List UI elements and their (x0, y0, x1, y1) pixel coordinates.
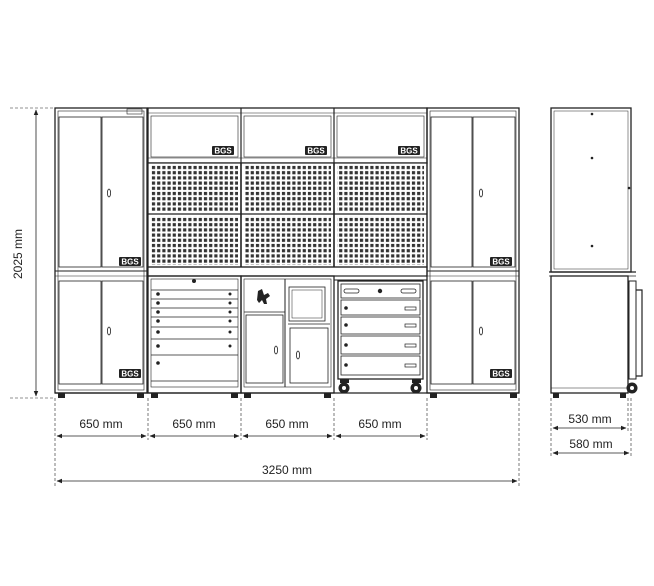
height-label: 2025 mm (11, 228, 25, 280)
door-cabinet-with-paper-roll (241, 276, 334, 393)
right-tall-cabinet (427, 108, 519, 393)
brand-logo (212, 146, 234, 156)
brand-logo (119, 369, 141, 379)
svg-text:BGS: BGS (121, 257, 139, 267)
total-width-label: 3250 mm (261, 463, 313, 477)
section-width-label: 650 mm (172, 417, 216, 431)
depth-dimensions (551, 398, 631, 458)
svg-text:BGS: BGS (492, 257, 510, 267)
brand-logo (490, 369, 512, 379)
brand-logo (398, 146, 420, 156)
drawer-cabinet (148, 276, 241, 393)
section-width-label: 650 mm (265, 417, 309, 431)
left-tall-cabinet (55, 108, 147, 393)
upper-wall-cabinets (148, 108, 427, 163)
svg-text:BGS: BGS (400, 146, 418, 156)
brand-logo (305, 146, 327, 156)
depth-inner-label: 530 mm (568, 412, 612, 426)
depth-outer-label: 580 mm (569, 437, 613, 451)
perforated-tool-wall (148, 163, 427, 267)
svg-text:BGS: BGS (214, 146, 232, 156)
brand-logo (119, 257, 141, 267)
section-width-label: 650 mm (358, 417, 402, 431)
tool-trolley (334, 276, 427, 394)
section-width-label: 650 mm (79, 417, 123, 431)
side-view (549, 108, 642, 398)
brand-logo (490, 257, 512, 267)
worktop (148, 267, 427, 276)
height-dimension (10, 108, 55, 398)
svg-text:BGS: BGS (492, 369, 510, 379)
base-feet (55, 393, 519, 398)
total-width-dimension (57, 463, 517, 481)
svg-text:BGS: BGS (121, 369, 139, 379)
front-view (55, 108, 519, 398)
svg-text:BGS: BGS (307, 146, 325, 156)
